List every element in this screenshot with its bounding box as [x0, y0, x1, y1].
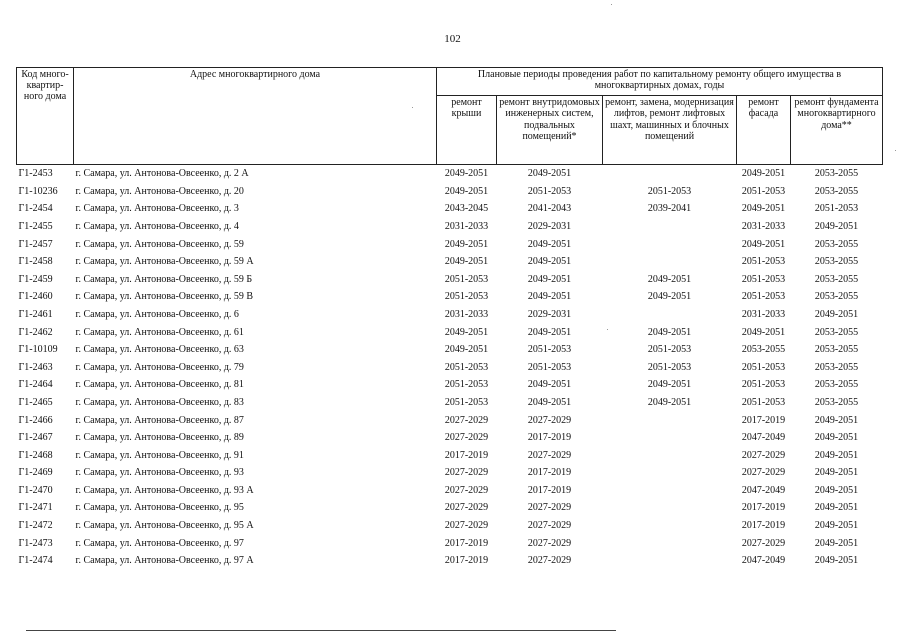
cell-facade: 2051-2053 [741, 185, 786, 197]
cell-address: г. Самара, ул. Антонова-Овсеенко, д. 59 А [75, 256, 254, 268]
cell-code: Г1-2454 [18, 203, 53, 215]
cell-roof: 2017-2019 [444, 537, 489, 549]
cell-facade: 2051-2053 [741, 361, 786, 373]
cell-address: г. Самара, ул. Антонова-Овсеенко, д. 63 [75, 344, 244, 356]
cell-foundation: 2049-2051 [814, 467, 859, 479]
cell-address: г. Самара, ул. Антонова-Овсеенко, д. 81 [75, 379, 244, 391]
table-row [17, 499, 883, 517]
cell-roof: 2051-2053 [444, 396, 489, 408]
cell-engineering: 2051-2053 [527, 344, 572, 356]
table-row [17, 323, 883, 341]
cell-facade: 2017-2019 [741, 502, 786, 514]
table-row [17, 235, 883, 253]
table-row [17, 534, 883, 552]
cell-facade: 2031-2033 [741, 308, 786, 320]
scan-speck [895, 150, 896, 151]
cell-facade: 2017-2019 [741, 414, 786, 426]
cell-address: г. Самара, ул. Антонова-Овсеенко, д. 83 [75, 396, 244, 408]
header-foundation: ремонт фундамента многоквартирного дома** [791, 96, 883, 165]
cell-roof: 2049-2051 [444, 238, 489, 250]
table-row [17, 306, 883, 324]
cell-code: Г1-2468 [18, 449, 53, 461]
cell-roof: 2031-2033 [444, 220, 489, 232]
cell-elevators [603, 499, 737, 517]
cell-address: г. Самара, ул. Антонова-Овсеенко, д. 93 [75, 467, 244, 479]
cell-address: г. Самара, ул. Антонова-Овсеенко, д. 97 А [75, 555, 254, 567]
cell-code: Г1-10109 [18, 344, 58, 356]
header-elevators: ремонт, замена, модернизация лифтов, ремонт лифтовых шахт, машинных и блочных помещений [603, 96, 737, 165]
cell-elevators: 2049-2051 [647, 326, 692, 338]
table-row [17, 447, 883, 465]
cell-facade: 2049-2051 [741, 203, 786, 215]
cell-code: Г1-2463 [18, 361, 53, 373]
cell-foundation: 2049-2051 [814, 520, 859, 532]
table-row [17, 183, 883, 201]
table-row [17, 464, 883, 482]
cell-address: г. Самара, ул. Антонова-Овсеенко, д. 79 [75, 361, 244, 373]
table-row [17, 482, 883, 500]
cell-facade: 2047-2049 [741, 432, 786, 444]
table-row [17, 165, 883, 183]
cell-engineering: 2017-2019 [527, 467, 572, 479]
cell-roof: 2017-2019 [444, 555, 489, 567]
cell-elevators [603, 306, 737, 324]
cell-roof: 2043-2045 [444, 203, 489, 215]
cell-code: Г1-2472 [18, 520, 53, 532]
header-address: Адрес многоквартирного дома [74, 68, 437, 165]
cell-elevators: 2049-2051 [647, 273, 692, 285]
cell-code: Г1-2453 [18, 168, 53, 180]
cell-elevators [603, 165, 737, 183]
cell-foundation: 2049-2051 [814, 449, 859, 461]
cell-facade: 2051-2053 [741, 291, 786, 303]
cell-facade: 2047-2049 [741, 484, 786, 496]
cell-elevators [603, 429, 737, 447]
cell-foundation: 2053-2055 [814, 396, 859, 408]
cell-foundation: 2051-2053 [814, 203, 859, 215]
cell-roof: 2051-2053 [444, 379, 489, 391]
cell-roof: 2027-2029 [444, 414, 489, 426]
cell-elevators [603, 482, 737, 500]
cell-engineering: 2049-2051 [527, 238, 572, 250]
cell-elevators: 2051-2053 [647, 344, 692, 356]
table-row [17, 517, 883, 535]
cell-foundation: 2053-2055 [814, 344, 859, 356]
table-row [17, 411, 883, 429]
bottom-rule [26, 630, 616, 631]
cell-address: г. Самара, ул. Антонова-Овсеенко, д. 4 [75, 220, 239, 232]
cell-engineering: 2051-2053 [527, 185, 572, 197]
cell-address: г. Самара, ул. Антонова-Овсеенко, д. 20 [75, 185, 244, 197]
cell-roof: 2051-2053 [444, 361, 489, 373]
cell-elevators: 2039-2041 [647, 203, 692, 215]
cell-address: г. Самара, ул. Антонова-Овсеенко, д. 59 В [75, 291, 254, 303]
cell-elevators [603, 534, 737, 552]
table-row [17, 552, 883, 570]
cell-elevators: 2049-2051 [647, 379, 692, 391]
capital-repair-table [16, 67, 883, 570]
cell-address: г. Самара, ул. Антонова-Овсеенко, д. 97 [75, 537, 244, 549]
cell-facade: 2051-2053 [741, 379, 786, 391]
cell-foundation: 2049-2051 [814, 484, 859, 496]
cell-code: Г1-2455 [18, 220, 53, 232]
cell-engineering: 2041-2043 [527, 203, 572, 215]
cell-code: Г1-2470 [18, 484, 53, 496]
cell-engineering: 2027-2029 [527, 414, 572, 426]
cell-facade: 2051-2053 [741, 273, 786, 285]
table-row [17, 429, 883, 447]
table-row [17, 341, 883, 359]
header-code: Код много-квартир-ного дома [17, 68, 74, 165]
table-row [17, 200, 883, 218]
cell-engineering: 2049-2051 [527, 379, 572, 391]
header-roof: ремонт крыши [437, 96, 497, 165]
cell-code: Г1-2474 [18, 555, 53, 567]
cell-foundation: 2049-2051 [814, 432, 859, 444]
cell-engineering: 2049-2051 [527, 168, 572, 180]
cell-engineering: 2029-2031 [527, 308, 572, 320]
table-row [17, 271, 883, 289]
cell-address: г. Самара, ул. Антонова-Овсеенко, д. 6 [75, 308, 239, 320]
cell-foundation: 2053-2055 [814, 168, 859, 180]
cell-roof: 2027-2029 [444, 432, 489, 444]
cell-address: г. Самара, ул. Антонова-Овсеенко, д. 59 [75, 238, 244, 250]
scan-speck [611, 4, 612, 5]
cell-elevators: 2051-2053 [647, 185, 692, 197]
cell-code: Г1-2473 [18, 537, 53, 549]
cell-address: г. Самара, ул. Антонова-Овсеенко, д. 89 [75, 432, 244, 444]
cell-engineering: 2027-2029 [527, 502, 572, 514]
cell-roof: 2051-2053 [444, 273, 489, 285]
cell-address: г. Самара, ул. Антонова-Овсеенко, д. 59 Б [75, 273, 253, 285]
cell-roof: 2049-2051 [444, 326, 489, 338]
cell-facade: 2027-2029 [741, 537, 786, 549]
cell-elevators [603, 411, 737, 429]
cell-code: Г1-2459 [18, 273, 53, 285]
cell-engineering: 2049-2051 [527, 291, 572, 303]
scan-speck [607, 329, 608, 330]
cell-foundation: 2053-2055 [814, 379, 859, 391]
cell-address: г. Самара, ул. Антонова-Овсеенко, д. 95 А [75, 520, 254, 532]
cell-code: Г1-2460 [18, 291, 53, 303]
cell-elevators [603, 447, 737, 465]
cell-foundation: 2053-2055 [814, 361, 859, 373]
cell-elevators [603, 552, 737, 570]
cell-foundation: 2053-2055 [814, 291, 859, 303]
cell-roof: 2049-2051 [444, 168, 489, 180]
table-row [17, 253, 883, 271]
cell-facade: 2053-2055 [741, 344, 786, 356]
cell-roof: 2049-2051 [444, 185, 489, 197]
header-periods-group: Плановые периоды проведения работ по капитальному ремонту общего имущества в многоквартирных домах, годы [437, 68, 883, 96]
cell-foundation: 2049-2051 [814, 555, 859, 567]
header-facade: ремонт фасада [737, 96, 791, 165]
cell-foundation: 2053-2055 [814, 238, 859, 250]
header-engineering: ремонт внутридомовых инженерных систем, подвальных помещений* [497, 96, 603, 165]
cell-address: г. Самара, ул. Антонова-Овсеенко, д. 93 А [75, 484, 254, 496]
cell-code: Г1-2462 [18, 326, 53, 338]
cell-elevators [603, 253, 737, 271]
cell-roof: 2027-2029 [444, 484, 489, 496]
cell-roof: 2031-2033 [444, 308, 489, 320]
cell-facade: 2051-2053 [741, 396, 786, 408]
cell-elevators [603, 235, 737, 253]
cell-address: г. Самара, ул. Антонова-Овсеенко, д. 3 [75, 203, 239, 215]
table-header [17, 68, 883, 165]
cell-code: Г1-2469 [18, 467, 53, 479]
cell-engineering: 2017-2019 [527, 484, 572, 496]
cell-elevators [603, 464, 737, 482]
table-row [17, 359, 883, 377]
cell-foundation: 2053-2055 [814, 326, 859, 338]
cell-foundation: 2049-2051 [814, 414, 859, 426]
cell-facade: 2049-2051 [741, 238, 786, 250]
scan-speck [412, 107, 413, 108]
cell-code: Г1-2467 [18, 432, 53, 444]
cell-engineering: 2027-2029 [527, 555, 572, 567]
cell-foundation: 2049-2051 [814, 537, 859, 549]
cell-facade: 2027-2029 [741, 449, 786, 461]
page-number: 102 [444, 33, 461, 45]
cell-facade: 2051-2053 [741, 256, 786, 268]
cell-address: г. Самара, ул. Антонова-Овсеенко, д. 91 [75, 449, 244, 461]
cell-engineering: 2051-2053 [527, 361, 572, 373]
cell-foundation: 2053-2055 [814, 273, 859, 285]
cell-address: г. Самара, ул. Антонова-Овсеенко, д. 87 [75, 414, 244, 426]
cell-foundation: 2049-2051 [814, 308, 859, 320]
cell-roof: 2049-2051 [444, 344, 489, 356]
table-row [17, 376, 883, 394]
cell-code: Г1-2465 [18, 396, 53, 408]
cell-elevators: 2051-2053 [647, 361, 692, 373]
cell-engineering: 2027-2029 [527, 449, 572, 461]
cell-facade: 2017-2019 [741, 520, 786, 532]
cell-facade: 2031-2033 [741, 220, 786, 232]
cell-engineering: 2027-2029 [527, 520, 572, 532]
cell-elevators: 2049-2051 [647, 291, 692, 303]
cell-address: г. Самара, ул. Антонова-Овсеенко, д. 2 А [75, 168, 249, 180]
cell-foundation: 2049-2051 [814, 220, 859, 232]
cell-code: Г1-2461 [18, 308, 53, 320]
cell-facade: 2049-2051 [741, 168, 786, 180]
table-row [17, 288, 883, 306]
cell-elevators [603, 218, 737, 236]
cell-address: г. Самара, ул. Антонова-Овсеенко, д. 61 [75, 326, 244, 338]
cell-address: г. Самара, ул. Антонова-Овсеенко, д. 95 [75, 502, 244, 514]
cell-roof: 2027-2029 [444, 502, 489, 514]
cell-code: Г1-2464 [18, 379, 53, 391]
cell-engineering: 2049-2051 [527, 256, 572, 268]
cell-code: Г1-2466 [18, 414, 53, 426]
cell-facade: 2027-2029 [741, 467, 786, 479]
cell-roof: 2027-2029 [444, 467, 489, 479]
cell-foundation: 2049-2051 [814, 502, 859, 514]
cell-code: Г1-2471 [18, 502, 53, 514]
cell-facade: 2049-2051 [741, 326, 786, 338]
cell-roof: 2049-2051 [444, 256, 489, 268]
cell-engineering: 2017-2019 [527, 432, 572, 444]
cell-engineering: 2049-2051 [527, 396, 572, 408]
cell-roof: 2017-2019 [444, 449, 489, 461]
cell-engineering: 2029-2031 [527, 220, 572, 232]
cell-foundation: 2053-2055 [814, 256, 859, 268]
cell-elevators: 2049-2051 [647, 396, 692, 408]
cell-elevators [603, 517, 737, 535]
table-row [17, 394, 883, 412]
cell-code: Г1-10236 [18, 185, 58, 197]
cell-code: Г1-2458 [18, 256, 53, 268]
cell-roof: 2027-2029 [444, 520, 489, 532]
cell-foundation: 2053-2055 [814, 185, 859, 197]
cell-roof: 2051-2053 [444, 291, 489, 303]
cell-engineering: 2027-2029 [527, 537, 572, 549]
cell-facade: 2047-2049 [741, 555, 786, 567]
table-row [17, 218, 883, 236]
cell-engineering: 2049-2051 [527, 273, 572, 285]
table-body [17, 165, 883, 570]
cell-engineering: 2049-2051 [527, 326, 572, 338]
cell-code: Г1-2457 [18, 238, 53, 250]
